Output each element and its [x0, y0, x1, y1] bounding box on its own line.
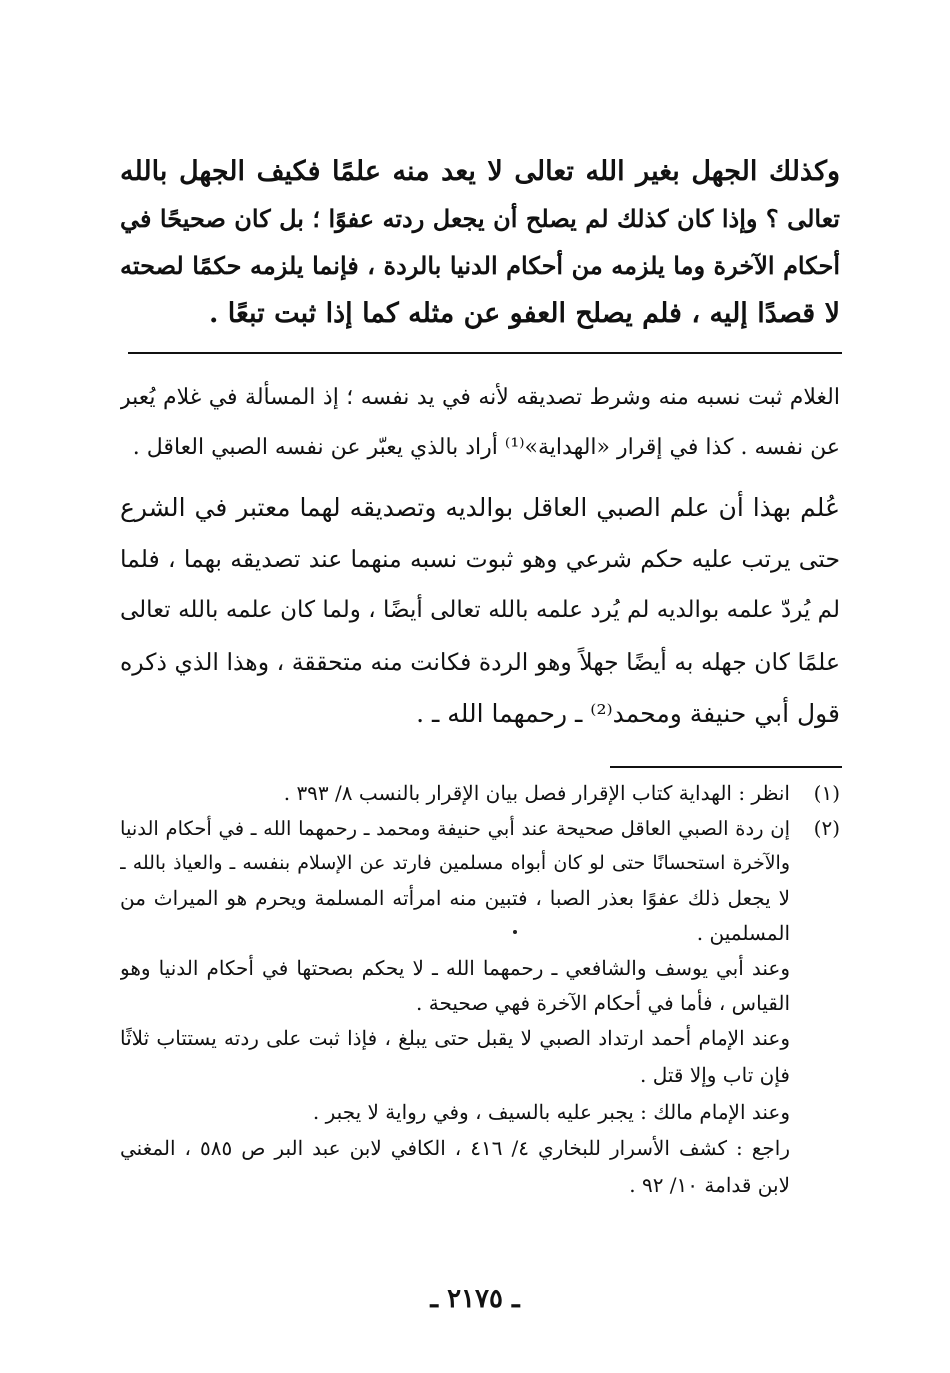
footnote-text: المسلمين . — [696, 921, 790, 945]
footnote-number: (٢) — [813, 816, 840, 840]
main-text-line: لا قصدًا إليه ، فلم يصلح العفو عن مثله كما إذا ثبت تبعًا . — [208, 298, 840, 329]
footnote-number: (١) — [813, 781, 840, 805]
commentary-line: علمًا كان جهله به أيضًا جهلاً وهو الردة فكانت منه متحققة ، وهذا الذي ذكره — [120, 648, 840, 676]
footnote-text: والآخرة استحسانًا حتى لو كان أبواه مسلمين فارتد عن الإسلام بنفسه ـ والعياذ بالله ـ — [120, 852, 790, 874]
commentary-line: حتى يرتب عليه حكم شرعي وهو ثبوت نسبه منهما عند تصديقه بهما ، فلما — [120, 545, 840, 573]
page-number: ـ ٢١٧٥ ـ — [430, 1284, 520, 1314]
footnote-text: انظر : الهداية كتاب الإقرار فصل بيان الإقرار بالنسب ٨/ ٣٩٣ . — [283, 781, 790, 805]
footnote-text: فإن تاب وإلا قتل . — [640, 1063, 790, 1087]
footnote-text: وعند أبي يوسف والشافعي ـ رحمهما الله ـ لا يحكم بصحتها في أحكام الدنيا وهو — [120, 956, 790, 980]
footnote-text: لابن قدامة ١٠/ ٩٢ . — [629, 1173, 790, 1197]
commentary-line: عُلم بهذا أن علم الصبي العاقل بوالديه وتصديقه لهما معتبر في الشرع — [120, 493, 840, 522]
ink-speck — [513, 930, 517, 934]
commentary-line: الغلام ثبت نسبه منه وشرط تصديقه لأنه في يد نفسه ؛ إذ المسألة في غلام يُعبر — [120, 385, 840, 410]
main-text-divider — [128, 352, 842, 354]
main-text-line: أحكام الآخرة وما يلزمه من أحكام الدنيا بالردة ، فإنما يلزمه حكمًا لصحته — [120, 251, 840, 280]
commentary-line: لم يُردّ علمه بوالديه لم يُرد علمه بالله تعالى أيضًا ، ولما كان علمه بالله تعالى — [120, 597, 840, 623]
commentary-line: عن نفسه . كذا في إقرار «الهداية»⁽¹⁾ أراد بالذي يعبّر عن نفسه الصبي العاقل . — [132, 435, 840, 460]
footnote-text: وعند الإمام أحمد ارتداد الصبي لا يقبل حتى يبلغ ، فإذا ثبت على ردته يستتاب ثلاثًا — [120, 1026, 790, 1050]
commentary-line: قول أبي حنيفة ومحمد⁽²⁾ ـ رحمهما الله ـ . — [416, 699, 840, 728]
footnote-text: لا يجعل ذلك عفوًا بعذر الصبا ، فتبين منه امرأته المسلمة ويحرم هو الميراث من — [120, 886, 790, 910]
footnote-text: وعند الإمام مالك : يجبر عليه بالسيف ، وفي رواية لا يجبر . — [312, 1100, 790, 1124]
footnote-text: راجع : كشف الأسرار للبخاري ٤/ ٤١٦ ، الكافي لابن عبد البر ص ٥٨٥ ، المغني — [120, 1136, 790, 1160]
footnote-text: إن ردة الصبي العاقل صحيحة عند أبي حنيفة ومحمد ـ رحمهما الله ـ في أحكام الدنيا — [120, 817, 790, 840]
main-text-line: وكذلك الجهل بغير الله تعالى لا يعد منه علمًا فكيف الجهل بالله — [120, 156, 840, 187]
footnote-divider — [610, 766, 842, 768]
main-text-line: تعالى ؟ وإذا كان كذلك لم يصلح أن يجعل ردته عفوًا ؛ بل كان صحيحًا في — [120, 204, 840, 233]
footnote-text: القياس ، فأما في أحكام الآخرة فهي صحيحة . — [416, 991, 790, 1015]
